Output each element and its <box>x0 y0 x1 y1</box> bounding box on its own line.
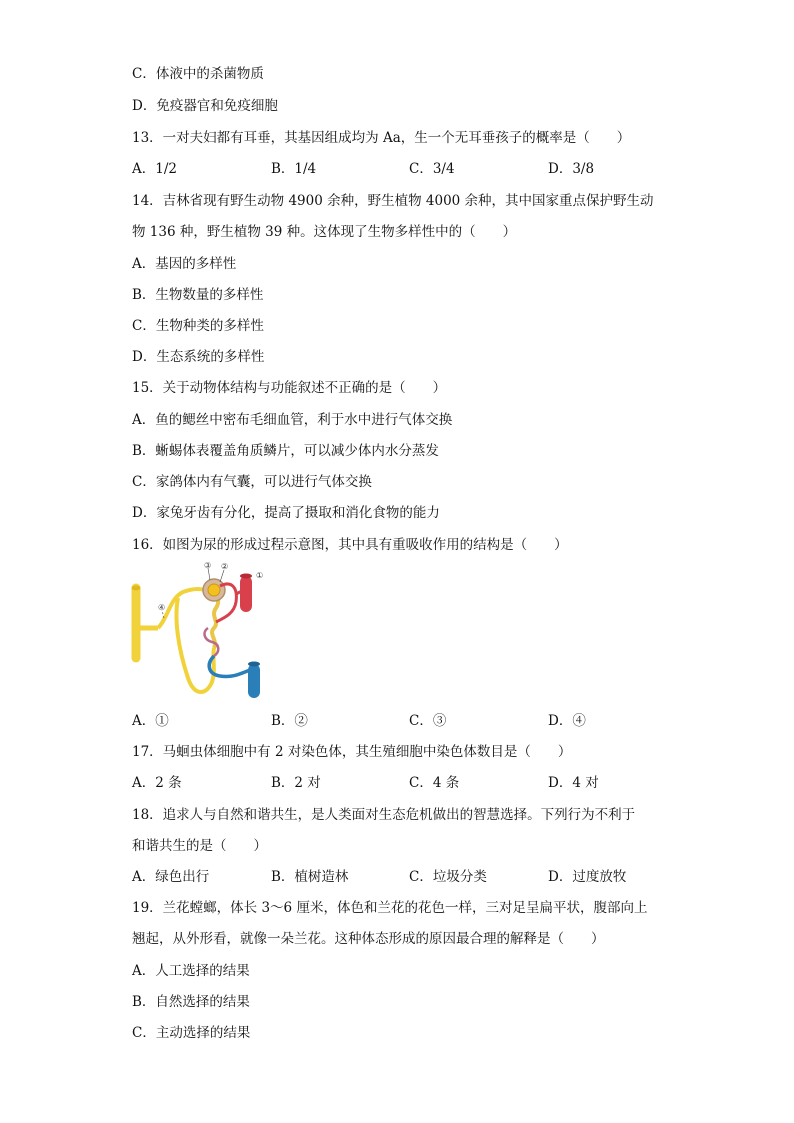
q18-option-a: A．绿色出行 <box>132 869 210 885</box>
q13-option-d: D．3/8 <box>548 161 595 177</box>
q17-stem: 17．马蛔虫体细胞中有 2 对染色体，其生殖细胞中染色体数目是（ ） <box>132 744 572 760</box>
q18-stem-line1: 18．追求人与自然和谐共生，是人类面对生态危机做出的智慧选择。下列行为不利于 <box>132 807 636 823</box>
q18-option-b: B．植树造林 <box>271 869 349 885</box>
glomerulus <box>208 584 220 596</box>
q13-option-c: C．3/4 <box>409 161 455 177</box>
q19-option-c: C．主动选择的结果 <box>132 1025 251 1041</box>
q19-option-b: B．自然选择的结果 <box>132 994 250 1010</box>
q17-option-d: D．4 对 <box>548 775 599 791</box>
q19-stem-line1: 19．兰花螳螂，体长 3～6 厘米，体色和兰花的花色一样，三对足呈扁平状，腹部向上 <box>132 900 648 916</box>
q15-stem: 15．关于动物体结构与功能叙述不正确的是（ ） <box>132 380 447 396</box>
renal-vein-end <box>248 662 260 667</box>
q14-stem-line1: 14．吉林省现有野生动物 4900 余种，野生植物 4000 余种，其中国家重点保护野生动 <box>132 193 654 209</box>
label-3: ③ <box>204 561 212 570</box>
label-line-2 <box>220 570 224 582</box>
q14-option-d: D．生态系统的多样性 <box>132 349 265 365</box>
q18-option-c: C．垃圾分类 <box>409 869 487 885</box>
label-1: ① <box>256 571 264 580</box>
q19-option-a: A．人工选择的结果 <box>132 963 250 979</box>
q13-option-b: B．1/4 <box>271 161 317 177</box>
q17-option-c: C．4 条 <box>409 775 460 791</box>
q14-option-c: C．生物种类的多样性 <box>132 318 264 334</box>
nephron-diagram <box>128 558 276 706</box>
label-2: ② <box>221 562 229 571</box>
label-4: ④ <box>158 603 166 612</box>
q13-stem: 13．一对夫妇都有耳垂，其基因组成均为 Aa，生一个无耳垂孩子的概率是（ ） <box>132 130 631 146</box>
distal-tubule <box>158 589 210 628</box>
collecting-duct-top <box>132 586 141 591</box>
q16-option-a: A．① <box>132 713 169 729</box>
q15-option-a: A．鱼的鳃丝中密布毛细血管，利于水中进行气体交换 <box>132 412 453 428</box>
q13-option-a: A．1/2 <box>132 161 177 177</box>
renal-vein <box>248 664 260 698</box>
q14-stem-line2: 物 136 种，野生植物 39 种。这体现了生物多样性中的（ ） <box>132 224 517 240</box>
q16-option-d: D．④ <box>548 713 586 729</box>
q17-option-a: A．2 条 <box>132 775 182 791</box>
renal-artery-end <box>240 574 252 579</box>
q18-stem-line2: 和谐共生的是（ ） <box>132 838 267 854</box>
q19-stem-line2: 翘起，从外形看，就像一朵兰花。这种体态形成的原因最合理的解释是（ ） <box>132 931 605 947</box>
q16-option-b: B．② <box>271 713 308 729</box>
q15-option-d: D．家兔牙齿有分化，提高了摄取和消化食物的能力 <box>132 505 440 521</box>
q15-option-b: B．蜥蜴体表覆盖角质鳞片，可以减少体内水分蒸发 <box>132 443 439 459</box>
q12-option-c: C．体液中的杀菌物质 <box>132 66 264 82</box>
q15-option-c: C．家鸽体内有气囊，可以进行气体交换 <box>132 474 372 490</box>
q12-option-d: D．免疫器官和免疫细胞 <box>132 98 278 114</box>
renal-artery <box>240 576 252 612</box>
loop-of-henle <box>176 598 214 692</box>
nephron-svg <box>128 558 276 706</box>
q14-option-b: B．生物数量的多样性 <box>132 287 264 303</box>
q14-option-a: A．基因的多样性 <box>132 256 237 272</box>
q16-stem: 16．如图为尿的形成过程示意图，其中具有重吸收作用的结构是（ ） <box>132 537 568 553</box>
q16-option-c: C．③ <box>409 713 447 729</box>
q17-option-b: B．2 对 <box>271 775 321 791</box>
q18-option-d: D．过度放牧 <box>548 869 627 885</box>
